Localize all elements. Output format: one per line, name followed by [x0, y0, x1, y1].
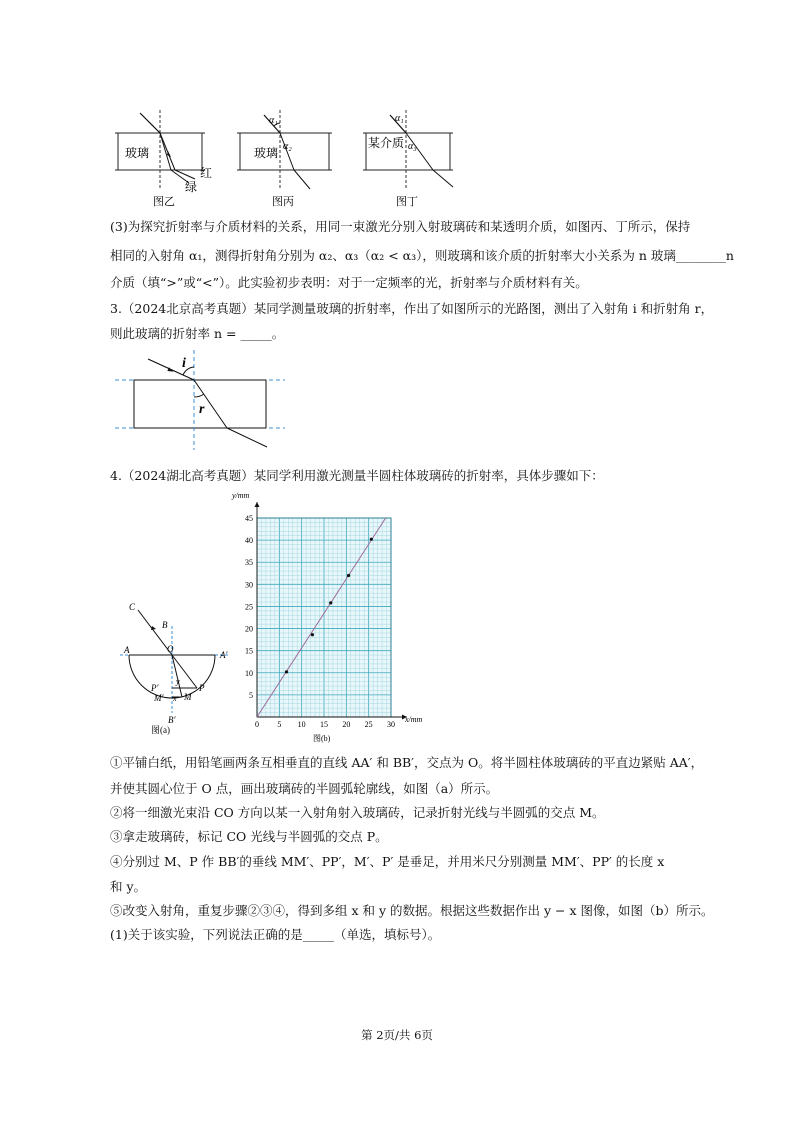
q4-step3: ③拿走玻璃砖，标记 CO 光线与半圆弧的交点 P。 [110, 829, 388, 844]
q4-step1-line1: ①平铺白纸，用铅笔画两条互相垂直的直线 AA′ 和 BB′，交点为 O。将半圆柱体玻璃砖的平直边紧贴 AA′， [110, 755, 704, 770]
data-point [285, 670, 288, 673]
label-O: O [167, 644, 174, 654]
y-axis-arrow [255, 502, 260, 507]
label-M-prime: M′ [154, 693, 164, 703]
y-tick-label: 40 [245, 536, 253, 546]
data-point [347, 574, 350, 577]
label-red: 红 [200, 166, 213, 180]
q4-step5: ⑤改变入射角，重复步骤②③④，得到多组 x 和 y 的数据。根据这些数据作出 y − x 图像，如图（b）所示。 [110, 903, 714, 918]
page-footer: 第 2页/共 6页 [361, 1028, 433, 1042]
x-tick-label: 15 [320, 720, 328, 729]
data-point [311, 633, 314, 636]
label-glass: 玻璃 [125, 146, 150, 160]
x-tick-label: 5 [277, 720, 282, 729]
label-alpha2: α₂ [283, 141, 292, 152]
y-axis-label: y/mm [232, 491, 250, 500]
q4-step4-line1: ④分别过 M、P 作 BB′的垂线 MM′、PP′，M′、P′ 是垂足，并用米尺分别测量 MM′、PP′ 的长度 x [110, 854, 665, 869]
x-tick-label: 25 [364, 720, 373, 729]
q4-step4-line2: 和 y。 [110, 879, 147, 894]
label-green: 绿 [185, 180, 198, 194]
label-B-prime: B′ [168, 715, 176, 725]
label-glass: 玻璃 [254, 146, 279, 160]
label-angle-r: r [199, 402, 205, 417]
q2-part3-line2: 相同的入射角 α₁，测得折射角分别为 α₂、α₃（α₂ < α₃），则玻璃和该介质的折射率大小关系为 n 玻璃________n [110, 248, 734, 263]
q4-step1-line2: 并使其圆心位于 O 点，画出玻璃砖的半圆弧轮廓线，如图（a）所示。 [110, 781, 499, 796]
q3-line1: 3.（2024北京高考真题）某同学测量玻璃的折射率，作出了如图所示的光路图，测出了入射角 i 和折射角 r， [110, 301, 714, 316]
y-tick-label: 15 [245, 646, 253, 656]
label-C: C [129, 602, 136, 612]
x-tick-label: 30 [387, 720, 395, 729]
figure-b-chart [225, 488, 435, 748]
caption-yi: 图乙 [153, 196, 175, 208]
y-tick-label: 5 [249, 690, 253, 700]
q2-part3-line3: 介质（填“>”或“<”）。此实验初步表明：对于一定频率的光，折射率与介质材料有关。 [110, 275, 588, 290]
y-tick-label: 10 [245, 668, 253, 678]
label-P: P [199, 683, 205, 693]
label-medium: 某介质 [368, 136, 405, 150]
q2-part3-line1: (3)为探究折射率与介质材料的关系，用同一束激光分别入射玻璃砖和某透明介质，如图丙、丁所示，保持 [110, 219, 691, 234]
caption-fig-a: 图(a) [151, 725, 170, 735]
label-B: B [162, 620, 168, 630]
data-point [370, 538, 373, 541]
label-A: A [124, 645, 130, 655]
q4-step2: ②将一细激光束沿 CO 方向以某一入射角射入玻璃砖，记录折射光线与半圆弧的交点 M。 [110, 805, 605, 820]
y-tick-label: 20 [245, 624, 253, 634]
x-tick-label: 0 [255, 720, 259, 729]
figure-ding [358, 105, 468, 210]
label-alpha1: α₁ [269, 115, 278, 126]
label-x: x [173, 694, 177, 703]
label-angle-i: i [182, 356, 186, 371]
label-A-prime: A′ [220, 650, 228, 660]
figure-a-semicircle [110, 598, 235, 738]
figure-q3-refraction [110, 345, 290, 455]
figure-yi [105, 105, 220, 210]
label-alpha1: α₁ [395, 113, 404, 124]
q3-line2: 则此玻璃的折射率 n = _____。 [110, 326, 285, 341]
label-M: M [184, 692, 192, 702]
y-tick-label: 30 [245, 580, 253, 590]
q4-title: 4.（2024湖北高考真题）某同学利用激光测量半圆柱体玻璃砖的折射率，具体步骤如下： [110, 468, 604, 483]
label-y: y [176, 677, 180, 686]
x-tick-label: 20 [342, 720, 351, 729]
y-tick-label: 45 [245, 514, 253, 523]
caption-ding: 图丁 [396, 196, 418, 208]
y-tick-label: 25 [245, 602, 253, 612]
x-axis-label: x/mm [405, 715, 423, 724]
label-alpha3: α₃ [408, 141, 417, 152]
label-P-prime: P′ [151, 683, 159, 693]
data-point [329, 601, 332, 604]
caption-bing: 图丙 [272, 196, 294, 208]
figure-bing [232, 105, 347, 210]
x-tick-label: 10 [297, 720, 306, 729]
caption-fig-b: 图(b) [313, 734, 331, 743]
q4-sub1: (1)关于该实验，下列说法正确的是_____（单选，填标号）。 [110, 927, 441, 942]
y-tick-label: 35 [245, 558, 253, 568]
